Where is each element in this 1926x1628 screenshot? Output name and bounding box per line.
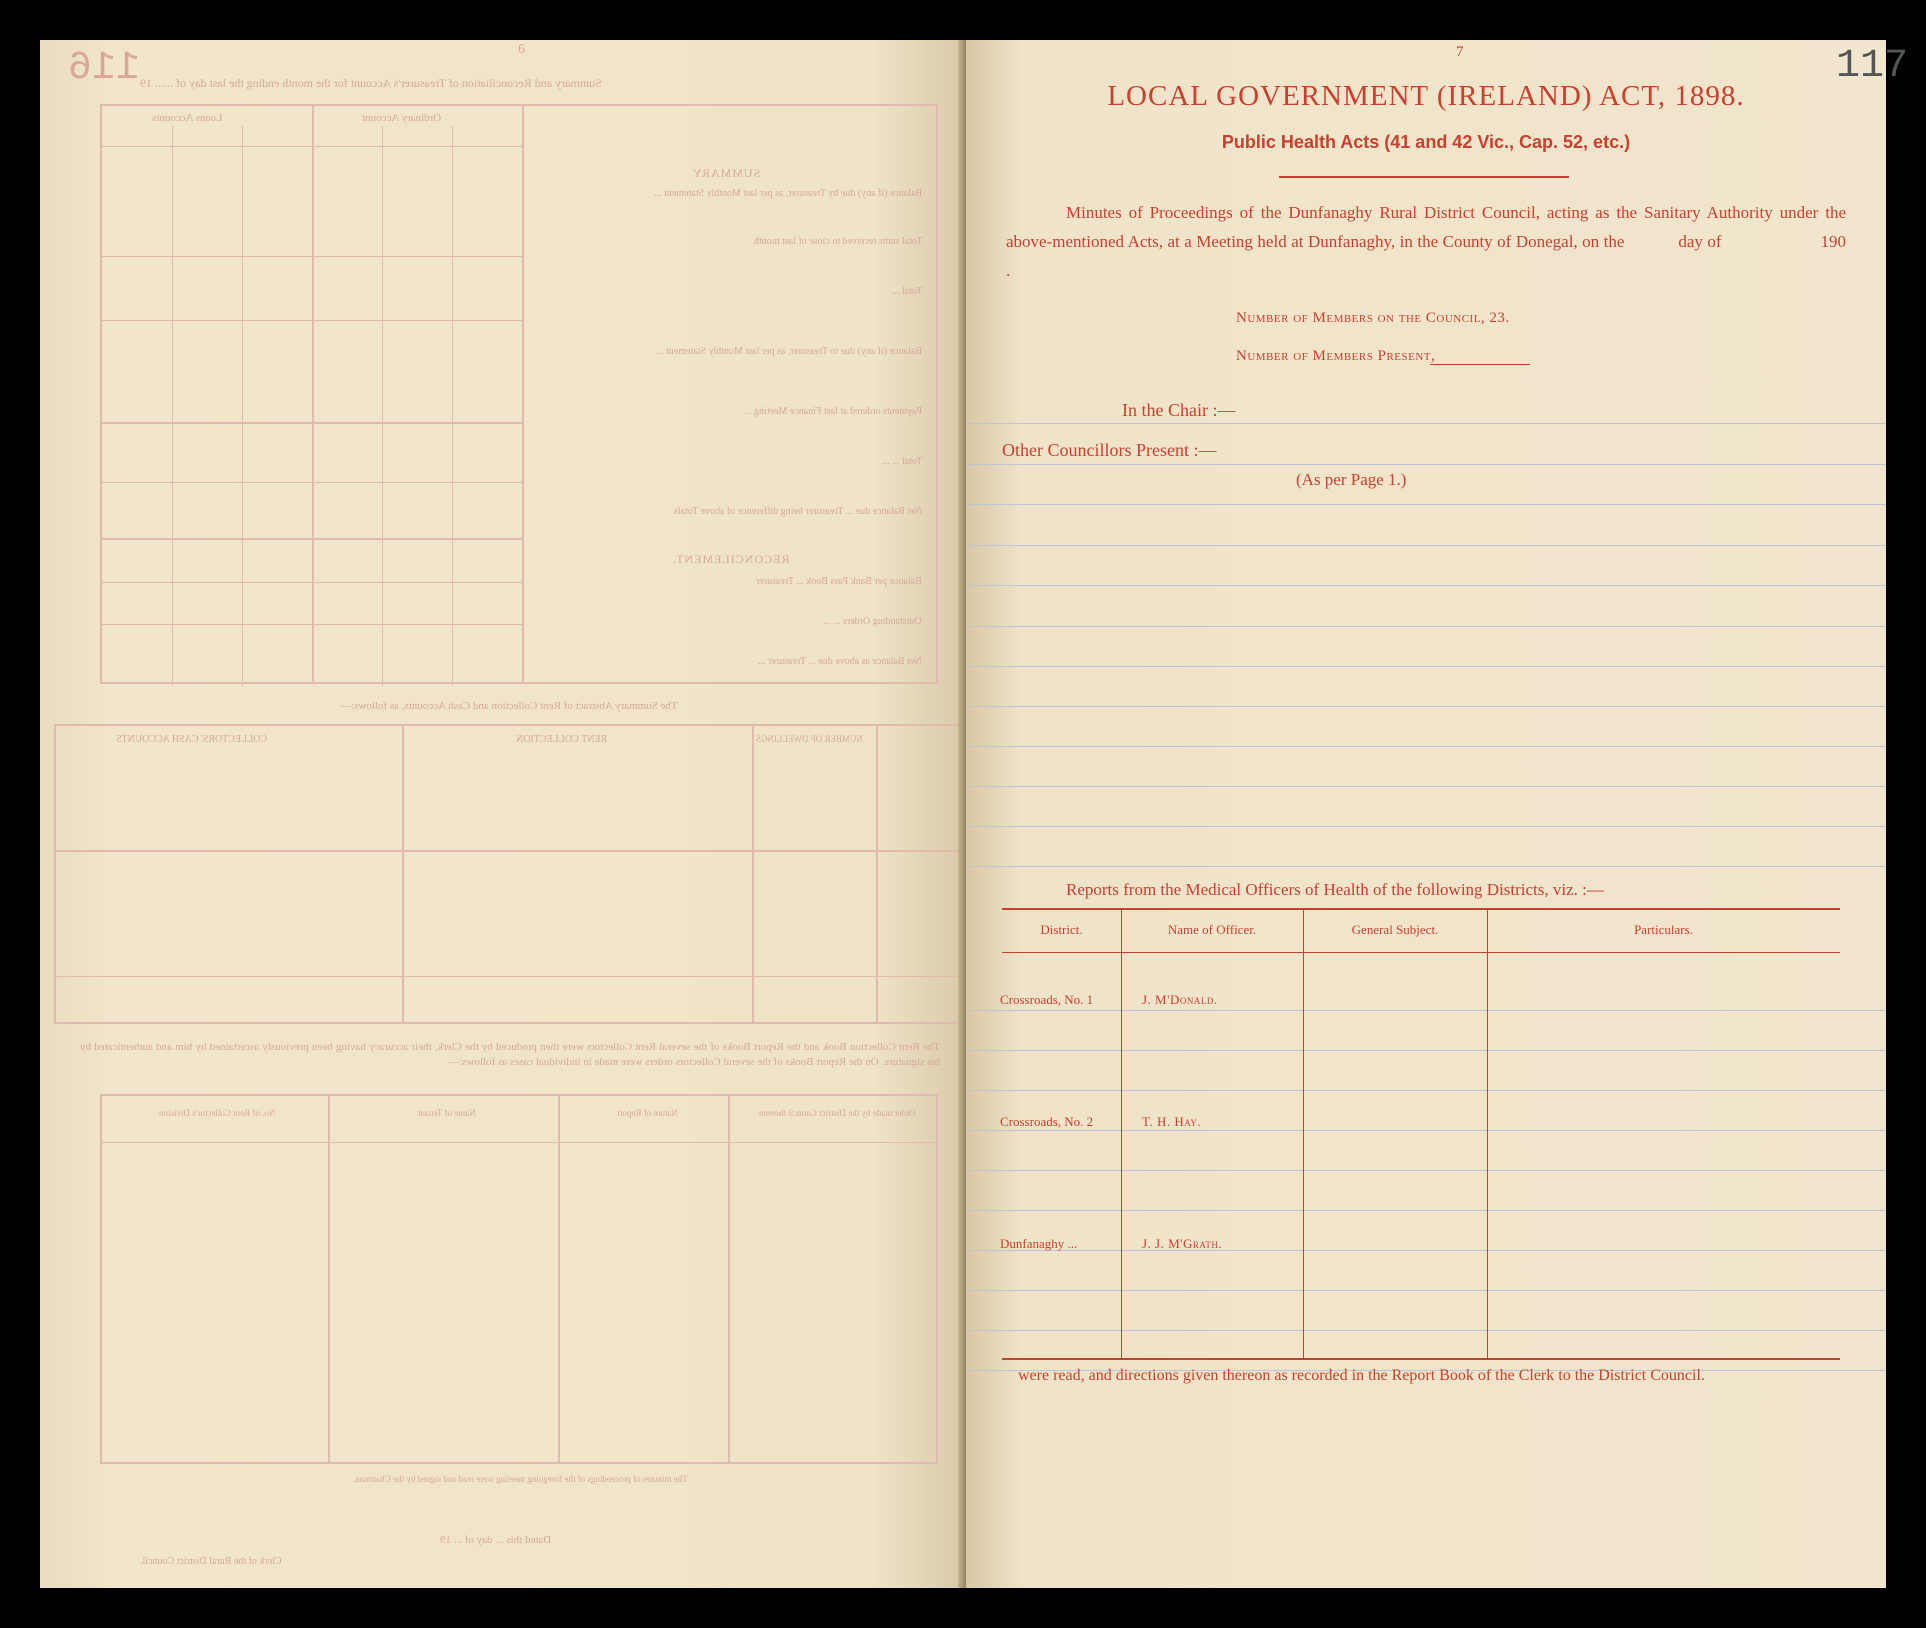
summary-title: SUMMARY — [692, 166, 761, 180]
summary-line: Total ... ... — [881, 456, 922, 467]
summary-line: Payments ordered at last Finance Meeting ... — [743, 406, 922, 417]
district-cell: Dunfanaghy ... — [1000, 1236, 1078, 1251]
summary-line: Net Balance due ... Treasurer being difference of above Totals — [674, 506, 922, 517]
officer-cell: T. H. Hay. — [1142, 1114, 1202, 1129]
summary-line: Balance (if any) due by Treasurer, as per last Monthly Statement ... — [653, 188, 922, 199]
members-on-council: Number of Members on the Council, 23. — [1236, 310, 1510, 326]
left-dated-line: Dated this ... day of ... 19 — [440, 1534, 552, 1546]
order-made-header: Order made by the District Council thereon — [758, 1108, 916, 1118]
other-councillors-label: Other Councillors Present :— — [1002, 440, 1217, 460]
closing-paragraph: were read, and directions given thereon as recorded in the Report Book of the Clerk to the District Council. — [1018, 1367, 1705, 1384]
minutes-paragraph: Minutes of Proceedings of the Dunfanaghy Rural District Council, acting as the Sanitary Authority under the above-mentioned Acts, at a Meeting held at Dunfanaghy, in the County of Donegal, on the day of 190 . — [1006, 203, 1863, 280]
act-title: LOCAL GOVERNMENT (IRELAND) ACT, 1898. — [1107, 80, 1745, 112]
officer-cell: J. J. M'Grath. — [1142, 1236, 1223, 1251]
left-footer-note: The minutes of proceedings of the foregoing meeting were read and signed by the Chairman. — [352, 1474, 688, 1484]
summary-line: Balance (if any) due to Treasurer, as per last Monthly Statement ... — [656, 346, 922, 357]
right-page — [966, 40, 1909, 1588]
rent-book-paragraph: The Rent Collection Book and the Report Books of the several Rent Collectors were then produced by the Clerk, their accuracy having been previously ascertained by him and authenticated by his signature. On the Report Books of the several Collectors orders were made in individual cases as follows:— — [80, 1041, 940, 1068]
left-clerk-line: Clerk of the Rural District Council. — [140, 1556, 282, 1567]
nature-of-report-header: Nature of Report — [616, 1108, 678, 1118]
orders-table — [100, 1094, 938, 1464]
reconcilement-title: RECONCILEMENT. — [672, 552, 790, 566]
summary-table — [100, 104, 938, 684]
dwellings-header: NUMBER OF DWELLINGS — [756, 734, 863, 744]
district-cell: Crossroads, No. 1 — [1000, 992, 1094, 1007]
left-small-number: 6 — [518, 42, 525, 57]
reconcilement-line: Balance per Bank Pass Book ... Treasurer — [756, 576, 922, 587]
act-subtitle: Public Health Acts (41 and 42 Vic., Cap. 52, etc.) — [1221, 132, 1631, 152]
officer-cell: J. M'Donald. — [1142, 992, 1218, 1007]
name-of-tenant-header: Name of Tenant — [418, 1108, 476, 1118]
particulars-header: Particulars. — [1634, 922, 1693, 937]
subject-header: General Subject. — [1351, 922, 1439, 937]
left-page — [40, 40, 966, 1588]
left-header: Summary and Reconciliation of Treasurer's Account for the month ending the last day of ...... 19 — [140, 76, 602, 90]
page-number: 117 — [1836, 44, 1909, 89]
rent-collection-table — [54, 724, 964, 1024]
reports-heading: Reports from the Medical Officers of Health of the following Districts, viz. :— — [1066, 880, 1604, 899]
left-page-number: 116 — [68, 46, 141, 91]
members-present-blank[interactable] — [1430, 364, 1530, 365]
open-ledger-book — [40, 40, 1909, 1588]
reconcilement-line: Outstanding Orders ... ... — [823, 616, 922, 627]
members-present: Number of Members Present, — [1236, 348, 1436, 364]
abstract-caption: The Summary Abstract of Rent Collection and Cash Accounts, as follows:— — [340, 700, 678, 712]
summary-line: Total sums received to close of last month — [753, 236, 922, 247]
in-chair-label: In the Chair :— — [1122, 400, 1236, 420]
collector-division-header: No. of Rent Collector's Division — [158, 1108, 276, 1118]
ordinary-account-header: Ordinary Account — [362, 112, 442, 124]
rent-collection-header: RENT COLLECTION — [516, 734, 608, 745]
loans-accounts-header: Loans Accounts — [152, 112, 223, 124]
as-per-page: (As per Page 1.) — [1296, 470, 1407, 489]
district-cell: Crossroads, No. 2 — [1000, 1114, 1094, 1129]
summary-line: Total ... — [891, 286, 922, 297]
officer-header: Name of Officer. — [1167, 922, 1257, 937]
reconcilement-line: Net Balance as above due ... Treasurer ... — [758, 656, 922, 667]
collectors-cash-header: COLLECTORS' CASH ACCOUNTS — [116, 734, 268, 745]
small-page-number: 7 — [1456, 44, 1464, 60]
district-header: District. — [1040, 922, 1083, 937]
